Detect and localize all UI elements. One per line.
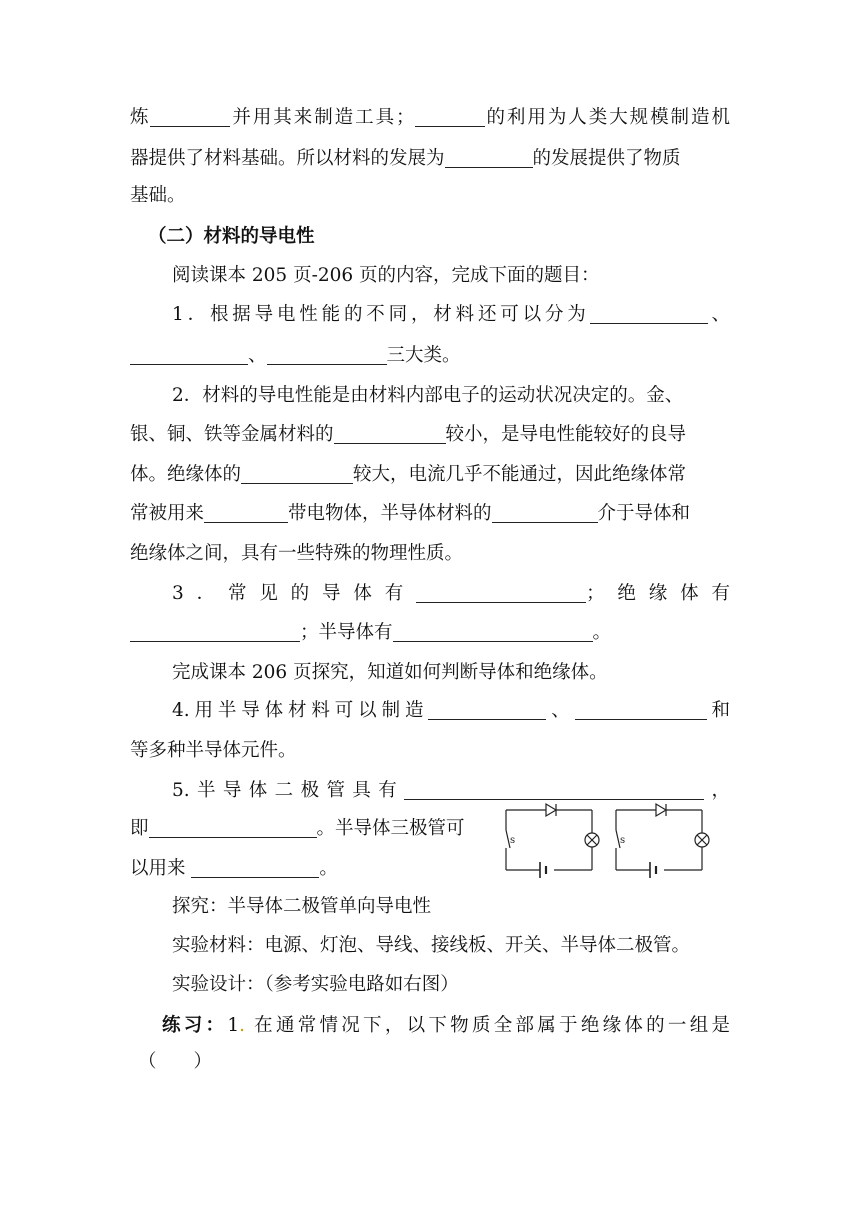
text: 炼 — [130, 107, 151, 128]
text: 的发展提供了物质 — [532, 148, 681, 169]
q2-line-5: 绝缘体之间，具有一些特殊的物理性质。 — [130, 543, 464, 564]
text: 体。绝缘体的 — [130, 464, 242, 485]
explore-title: 探究：半导体二极管单向导电性 — [172, 896, 432, 917]
text: 银、铜、铁等金属材料的 — [130, 424, 334, 445]
fill-blank[interactable] — [241, 465, 353, 484]
text: ， — [704, 780, 730, 801]
practice-line-1 — [162, 1012, 730, 1040]
text: 以用来 — [130, 858, 186, 879]
intro-line-2 — [130, 145, 730, 173]
fill-blank[interactable] — [267, 346, 387, 365]
practice-label: 练习： — [162, 1015, 228, 1036]
section-heading: （二）材料的导电性 — [148, 226, 315, 247]
text: 的利用为人类大规模制造机 — [484, 107, 730, 128]
text: ；半导体有 — [300, 622, 393, 643]
materials-line: 实验材料：电源、灯泡、导线、接线板、开关、半导体二极管。 — [172, 935, 691, 956]
circuit-1 — [506, 804, 599, 878]
text: 即 — [130, 818, 149, 839]
text: 和 — [706, 700, 730, 721]
fill-blank[interactable] — [445, 149, 533, 168]
intro-line-3: 基础。 — [130, 185, 186, 206]
intro-line-1 — [130, 104, 730, 132]
answer-paren: （ ） — [138, 1051, 213, 1072]
switch-label: s — [510, 835, 516, 846]
fill-blank[interactable] — [492, 504, 598, 523]
fill-blank[interactable] — [590, 305, 708, 324]
text: 5.半导体二极管具有 — [172, 780, 405, 801]
text: . — [239, 1015, 246, 1036]
q5-line-2 — [130, 815, 500, 843]
fill-blank[interactable] — [416, 584, 586, 603]
q1-line-2 — [130, 342, 730, 370]
text: 。半导体三极管可 — [316, 818, 465, 839]
design-line: 实验设计：（参考实验电路如右图） — [172, 974, 459, 995]
q1-line-1 — [172, 301, 730, 329]
text: 、 — [546, 700, 575, 721]
fill-blank[interactable] — [191, 859, 319, 878]
text: 4.用半导体材料可以制造 — [172, 700, 429, 721]
switch-label: s — [620, 835, 626, 846]
text: 。 — [319, 858, 338, 879]
explore-note: 完成课本 206 页探究，知道如何判断导体和绝缘体。 — [172, 662, 608, 683]
fill-blank[interactable] — [149, 819, 317, 838]
q2-line-4 — [130, 500, 730, 528]
q2-line-1: 2．材料的导电性能是由材料内部电子的运动状况决定的。金、 — [172, 385, 684, 406]
text: 、 — [248, 345, 267, 366]
q3-line-1 — [172, 580, 730, 608]
q5-line-3 — [130, 855, 500, 883]
text: ；绝缘体有 — [586, 583, 730, 604]
q2-line-2 — [130, 421, 730, 449]
fill-blank[interactable] — [415, 108, 485, 127]
fill-blank[interactable] — [575, 701, 707, 720]
text: 较大，电流几乎不能通过，因此绝缘体常 — [353, 464, 687, 485]
fill-blank[interactable] — [404, 781, 704, 800]
text: 3．常见的导体有 — [172, 583, 417, 604]
text: 并用其来制造工具； — [230, 107, 415, 128]
text: 。 — [592, 622, 612, 643]
text: 1 — [227, 1015, 240, 1036]
text: 常被用来 — [130, 503, 205, 524]
text: 在通常情况下，以下物质全部属于绝缘体的一组是 — [245, 1015, 730, 1036]
text: 器提供了材料基础。所以材料的发展为 — [130, 148, 445, 169]
text: 介于导体和 — [597, 503, 691, 524]
fill-blank[interactable] — [393, 623, 593, 642]
circuit-2 — [616, 804, 709, 878]
q4-line-1 — [172, 697, 730, 725]
text: 三大类。 — [386, 345, 461, 366]
diode-circuit-diagrams — [500, 800, 730, 880]
fill-blank[interactable] — [334, 425, 446, 444]
fill-blank[interactable] — [130, 623, 300, 642]
q3-line-2 — [130, 619, 730, 647]
text: 带电物体，半导体材料的 — [288, 503, 492, 524]
fill-blank[interactable] — [428, 701, 546, 720]
q4-line-2: 等多种半导体元件。 — [130, 740, 297, 761]
text: 较小，是导电性能较好的良导 — [445, 424, 687, 445]
q2-line-3 — [130, 461, 730, 489]
fill-blank[interactable] — [130, 346, 248, 365]
text: 1．根据导电性能的不同，材料还可以分为 — [172, 304, 590, 325]
reading-instruction: 阅读课本 205 页-206 页的内容，完成下面的题目： — [172, 265, 600, 286]
text: 、 — [707, 304, 730, 325]
fill-blank[interactable] — [150, 108, 230, 127]
fill-blank[interactable] — [204, 504, 288, 523]
